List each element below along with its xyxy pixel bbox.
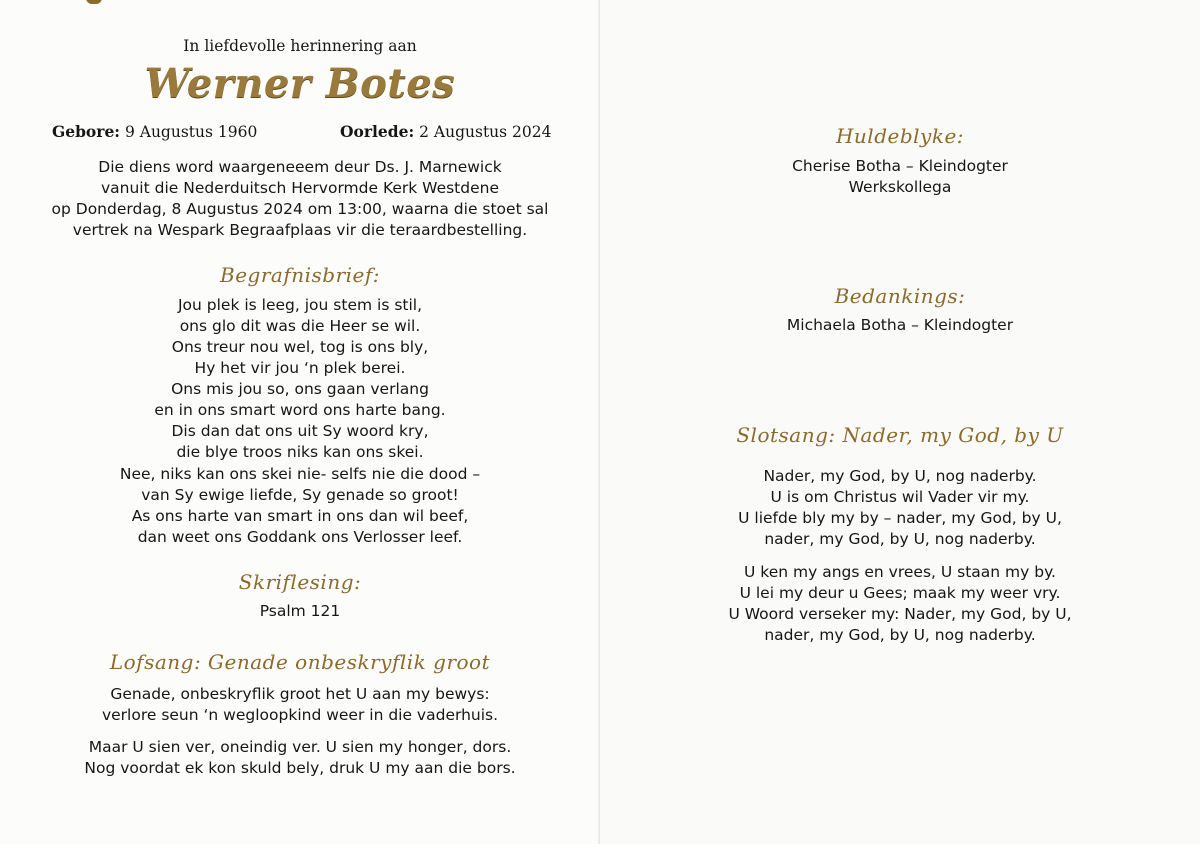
intro-text: In liefdevolle herinnering aan <box>183 37 417 55</box>
closing-song-line: U is om Christus wil Vader vir my. <box>770 488 1030 506</box>
poem-line: Ons mis jou so, ons gaan verlang <box>171 380 429 398</box>
closing-song-line: U ken my angs en vrees, U staan my by. <box>744 563 1056 581</box>
deceased-name: Werner Botes <box>144 60 456 107</box>
poem-line: dan weet ons Goddank ons Verlosser leef. <box>137 528 463 546</box>
poem-line: Nee, niks kan ons skei nie- selfs nie die dood – <box>119 465 481 483</box>
dates-row <box>0 122 600 144</box>
ornament-mark <box>86 0 102 4</box>
closing-song-line: U Woord verseker my: Nader, my God, by U, <box>728 605 1072 623</box>
tribute-line: Werkskollega <box>848 178 952 196</box>
service-line: vanuit die Nederduitsch Hervormde Kerk Westdene <box>100 179 499 197</box>
poem-line: en in ons smart word ons harte bang. <box>154 401 446 419</box>
right-page <box>600 0 1200 844</box>
poem-line: die blye troos niks kan ons skei. <box>176 443 424 461</box>
died-date <box>340 122 552 141</box>
born-label: Gebore: <box>52 122 121 141</box>
closing-song-line: nader, my God, by U, nog naderby. <box>764 530 1036 548</box>
praise-song-heading: Lofsang: Genade onbeskryflik groot <box>109 650 491 674</box>
song-line: verlore seun ‘n wegloopkind weer in die vaderhuis. <box>101 706 499 724</box>
song-line: Genade, onbeskryflik groot het U aan my bewys: <box>110 685 490 703</box>
poem-line: van Sy ewige liefde, Sy genade so groot! <box>141 486 459 504</box>
closing-song-line: Nader, my God, by U, nog naderby. <box>763 467 1037 485</box>
poem-line: ons glo dit was die Heer se wil. <box>179 317 421 335</box>
born-value: 9 Augustus 1960 <box>124 123 258 141</box>
tribute-line: Cherise Botha – Kleindogter <box>792 157 1008 175</box>
died-label: Oorlede: <box>340 122 415 141</box>
poem-line: As ons harte van smart in ons dan wil beef, <box>131 507 469 525</box>
thanks-heading: Bedankings: <box>834 284 966 308</box>
closing-song-heading: Slotsang: Nader, my God, by U <box>736 423 1064 447</box>
service-line: vertrek na Wespark Begraafplaas vir die teraardbestelling. <box>72 221 528 239</box>
closing-song-line: U lei my deur u Gees; maak my weer vry. <box>739 584 1061 602</box>
song-line: Nog voordat ek kon skuld bely, druk U my aan die bors. <box>84 759 516 777</box>
poem-line: Jou plek is leeg, jou stem is stil, <box>177 296 423 314</box>
poem-line: Dis dan dat ons uit Sy woord kry, <box>171 422 429 440</box>
born-date <box>52 122 257 141</box>
poem-line: Ons treur nou wel, tog is ons bly, <box>171 338 429 356</box>
tributes-heading: Huldeblyke: <box>835 124 965 148</box>
funeral-letter-heading: Begrafnisbrief: <box>220 263 380 287</box>
service-line: Die diens word waargeneeem deur Ds. J. Marnewick <box>98 158 502 176</box>
song-line: Maar U sien ver, oneindig ver. U sien my honger, dors. <box>88 738 512 756</box>
scripture-text: Psalm 121 <box>259 602 341 620</box>
closing-song-line: U liefde bly my by – nader, my God, by U, <box>738 509 1062 527</box>
poem-line: Hy het vir jou ‘n plek berei. <box>194 359 406 377</box>
thanks-line: Michaela Botha – Kleindogter <box>786 316 1014 334</box>
service-line: op Donderdag, 8 Augustus 2024 om 13:00, waarna die stoet sal <box>51 200 549 218</box>
died-value: 2 Augustus 2024 <box>419 123 552 141</box>
scripture-heading: Skriflesing: <box>238 570 362 594</box>
closing-song-line: nader, my God, by U, nog naderby. <box>764 626 1036 644</box>
